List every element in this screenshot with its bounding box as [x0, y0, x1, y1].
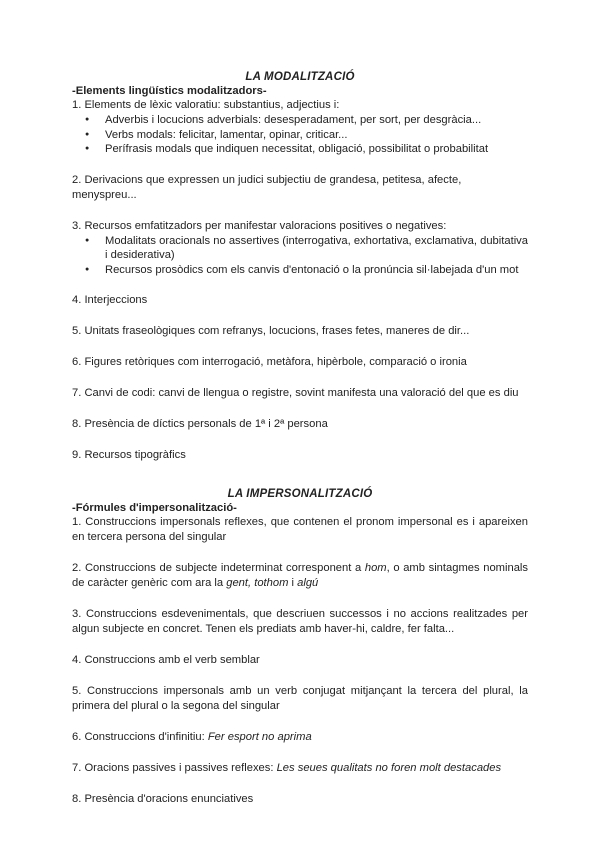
- imp-item-6: [72, 730, 528, 745]
- imp-item-2-text: i: [288, 577, 298, 589]
- section-subtitle-modalitzacio: -Elements lingüístics modalitzadors-: [72, 85, 267, 97]
- imp-item-1: 1. Construccions impersonals reflexes, que contenen el pronom impersonal es i apareixen en tercera persona del singular: [72, 516, 528, 543]
- mod-item-4: 4. Interjeccions: [72, 294, 148, 306]
- section-title-modalitzacio: LA MODALITZACIÓ: [245, 71, 355, 83]
- imp-item-4: 4. Construccions amb el verb semblar: [72, 654, 260, 666]
- list-item: ● Perífrasis modals que indiquen necessitat, obligació, possibilitat o probabilitat: [105, 142, 528, 157]
- example-hom: hom: [364, 562, 387, 574]
- example-gent-tothom: gent, tothom: [226, 577, 289, 589]
- imp-item-7-text: 7. Oracions passives i passives reflexes:: [72, 762, 277, 774]
- imp-item-5: 5. Construccions impersonals amb un verb conjugat mitjançant la tercera del plural, la primera del plural o la segona del singular: [72, 685, 528, 712]
- mod-item-7: 7. Canvi de codi: canvi de llengua o registre, sovint manifesta una valoració del que es diu: [72, 387, 519, 399]
- imp-item-2: [72, 561, 528, 591]
- imp-item-7: [72, 761, 528, 776]
- example-infinitiu: Fer esport no aprima: [207, 731, 312, 743]
- mod-item-1: 1. Elements de lèxic valoratiu: substantius, adjectius i:: [72, 99, 340, 111]
- list-item: ● Adverbis i locucions adverbials: desesperadament, per sort, per desgràcia...: [105, 113, 528, 128]
- list-item: ● Recursos prosòdics com els canvis d'entonació o la pronúncia sil·labejada d'un mot: [105, 263, 528, 278]
- example-algu: algú: [297, 577, 319, 589]
- mod-item-3-list: [72, 234, 528, 278]
- mod-item-1-list: [72, 113, 528, 157]
- mod-item-5: 5. Unitats fraseològiques com refranys, locucions, frases fetes, maneres de dir...: [72, 325, 470, 337]
- imp-item-6-text: 6. Construccions d'infinitiu:: [72, 731, 208, 743]
- mod-item-6: 6. Figures retòriques com interrogació, metàfora, hipèrbole, comparació o ironia: [72, 356, 467, 368]
- imp-item-8: 8. Presència d'oracions enunciatives: [72, 793, 254, 805]
- mod-item-3: 3. Recursos emfatitzadors per manifestar valoracions positives o negatives:: [72, 219, 447, 232]
- section-title-impersonalitzacio: LA IMPERSONALITZACIÓ: [227, 488, 373, 500]
- list-item: ● Verbs modals: felicitar, lamentar, opinar, criticar...: [105, 128, 528, 143]
- imp-item-3: 3. Construccions esdevenimentals, que descriuen successos i no accions realitzades per algun subjecte en concret. Tenen els prediats amb haver-hi, caldre, fer falta...: [72, 608, 528, 635]
- list-item: ● Modalitats oracionals no assertives (interrogativa, exhortativa, exclamativa, dubitativa i desiderativa): [105, 234, 528, 263]
- imp-item-2-text: , o amb sintagmes nominals de caràcter genèric com ara la: [72, 562, 528, 589]
- mod-item-9: 9. Recursos tipogràfics: [72, 449, 186, 461]
- document-page: [72, 70, 528, 807]
- imp-item-2-text: 2. Construccions de subjecte indeterminat corresponent a: [72, 562, 365, 574]
- mod-item-2: 2. Derivacions que expressen un judici subjectiu de grandesa, petitesa, afecte, menyspreu...: [72, 173, 462, 201]
- section-subtitle-impersonalitzacio: -Fórmules d'impersonalització-: [72, 502, 237, 514]
- mod-item-8: 8. Presència de díctics personals de 1ª i 2ª persona: [72, 418, 328, 430]
- example-passiva: Les seues qualitats no foren molt destacades: [276, 762, 502, 774]
